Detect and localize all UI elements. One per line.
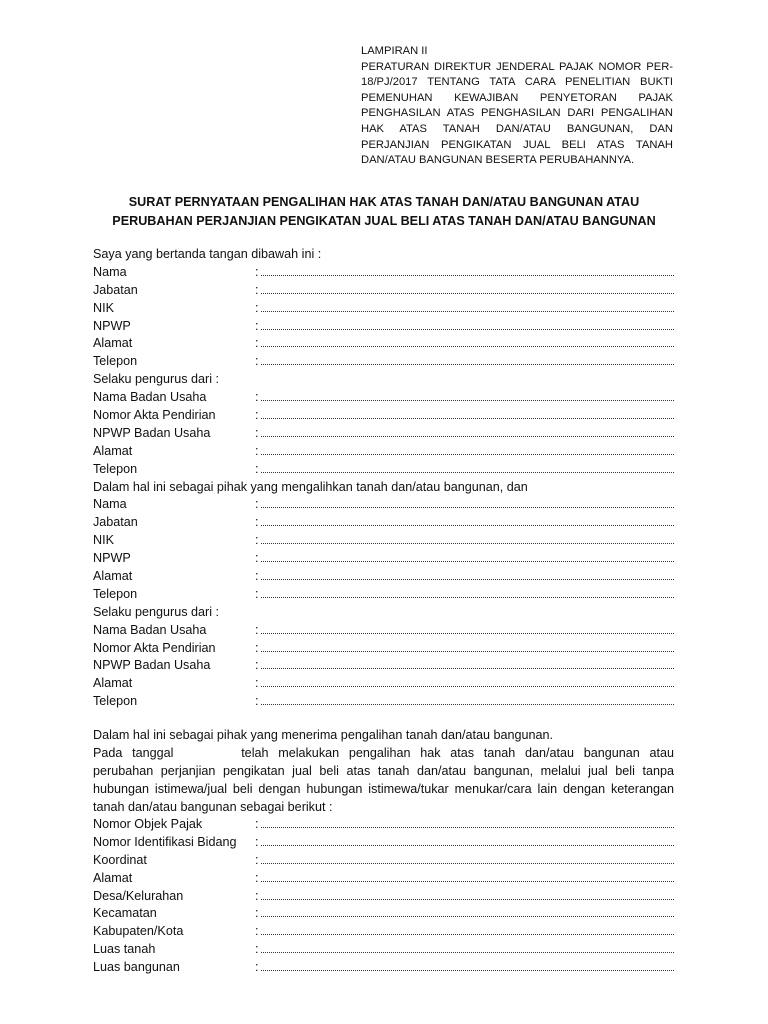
fill-in-blank[interactable] — [261, 418, 674, 419]
fill-in-blank[interactable] — [261, 543, 674, 544]
pengurus-label: Selaku pengurus dari : — [93, 372, 220, 387]
field-colon: : — [255, 658, 259, 673]
fill-in-blank[interactable] — [261, 311, 674, 312]
field-label: Nama Badan Usaha — [93, 622, 207, 637]
field-colon: : — [255, 852, 259, 867]
fill-in-blank[interactable] — [261, 899, 674, 900]
fill-in-blank[interactable] — [261, 472, 674, 473]
form-row — [93, 514, 674, 532]
field-colon: : — [255, 676, 259, 691]
fill-in-blank[interactable] — [261, 436, 674, 437]
fill-in-blank[interactable] — [261, 454, 674, 455]
field-label: Telepon — [93, 586, 138, 601]
field-label: Nomor Identifikasi Bidang — [93, 834, 237, 849]
form-row — [93, 282, 674, 300]
field-label: Telepon — [93, 461, 138, 476]
field-label: Alamat — [93, 676, 133, 691]
form-row — [93, 496, 674, 514]
field-label: Nomor Akta Pendirian — [93, 408, 216, 423]
document-title-line-1: SURAT PERNYATAAN PENGALIHAN HAK ATAS TANAH DAN/ATAU BANGUNAN ATAU — [128, 195, 640, 209]
field-colon: : — [255, 300, 259, 315]
fill-in-blank[interactable] — [261, 525, 674, 526]
form-row — [93, 318, 674, 336]
fill-in-blank[interactable] — [261, 507, 674, 508]
form-row — [93, 816, 674, 834]
fill-in-blank[interactable] — [261, 881, 674, 882]
form-row — [93, 389, 674, 407]
fill-in-blank[interactable] — [261, 668, 674, 669]
field-label: Luas tanah — [93, 942, 156, 957]
document-title-line-2: PERUBAHAN PERJANJIAN PENGIKATAN JUAL BELI ATAS TANAH DAN/ATAU BANGUNAN — [112, 213, 656, 228]
fill-in-blank[interactable] — [261, 275, 674, 276]
field-colon: : — [255, 586, 259, 601]
field-label: Nomor Akta Pendirian — [93, 640, 216, 655]
receiver-line: Dalam hal ini sebagai pihak yang menerima pengalihan tanah dan/atau bangunan. — [93, 728, 554, 742]
fill-in-blank[interactable] — [261, 952, 674, 953]
field-colon: : — [255, 694, 259, 709]
fill-in-blank[interactable] — [261, 827, 674, 828]
field-colon: : — [255, 569, 259, 584]
fill-in-blank[interactable] — [261, 561, 674, 562]
field-colon: : — [255, 924, 259, 939]
fill-in-blank[interactable] — [261, 400, 674, 401]
field-label: Jabatan — [93, 515, 138, 530]
form-row — [93, 586, 674, 604]
fill-in-blank[interactable] — [261, 293, 674, 294]
field-colon: : — [255, 906, 259, 921]
form-row — [93, 959, 674, 977]
field-colon: : — [255, 318, 259, 333]
field-label: Luas bangunan — [93, 960, 180, 975]
form-row — [93, 425, 674, 443]
form-row — [93, 852, 674, 870]
attachment-heading: LAMPIRAN II — [361, 45, 428, 57]
form-row — [93, 888, 674, 906]
fill-in-blank[interactable] — [261, 346, 674, 347]
fill-in-blank[interactable] — [261, 597, 674, 598]
field-label: Nama Badan Usaha — [93, 390, 207, 405]
field-label: Alamat — [93, 443, 133, 458]
form-row — [93, 622, 674, 640]
section-declarant — [93, 246, 674, 711]
field-colon: : — [255, 354, 259, 369]
field-colon: : — [255, 497, 259, 512]
form-row — [93, 941, 674, 959]
field-label: Telepon — [93, 694, 138, 709]
form-row — [93, 407, 674, 425]
fill-in-blank[interactable] — [261, 364, 674, 365]
field-label: Desa/Kelurahan — [93, 888, 184, 903]
fill-in-blank[interactable] — [261, 704, 674, 705]
form-row — [93, 657, 674, 675]
fill-in-blank[interactable] — [261, 329, 674, 330]
field-colon: : — [255, 960, 259, 975]
fill-in-blank[interactable] — [261, 934, 674, 935]
form-row — [93, 443, 674, 461]
transfer-statement — [93, 726, 674, 816]
field-label: NIK — [93, 533, 114, 548]
field-colon: : — [255, 515, 259, 530]
pengurus-label: Selaku pengurus dari : — [93, 604, 220, 619]
attachment-header — [361, 44, 673, 169]
document-title — [60, 193, 708, 230]
form-row — [93, 923, 674, 941]
attachment-regulation-text: PERATURAN DIREKTUR JENDERAL PAJAK NOMOR PER-18/PJ/2017 TENTANG TATA CARA PENELITIAN BUKTI PEMENUHAN KEWAJIBAN PENYETORAN PAJAK PENGHASILAN ATAS PENGHASILAN DARI PENGALIHAN HAK ATAS TANAH DAN/ATAU BANGUNAN, DAN PERJANJIAN PENGIKATAN JUAL BELI ATAS TANAH DAN/ATAU BANGUNAN BESERTA PERUBAHANNYA. — [361, 60, 673, 167]
fill-in-blank[interactable] — [261, 686, 674, 687]
form-row — [93, 353, 674, 371]
form-row — [93, 834, 674, 852]
property-details — [93, 816, 674, 977]
form-row — [93, 640, 674, 658]
field-label: Koordinat — [93, 852, 147, 867]
section-intro: Saya yang bertanda tangan dibawah ini : — [93, 247, 322, 261]
field-colon: : — [255, 551, 259, 566]
field-colon: : — [255, 533, 259, 548]
field-colon: : — [255, 425, 259, 440]
field-colon: : — [255, 461, 259, 476]
field-colon: : — [255, 622, 259, 637]
field-colon: : — [255, 336, 259, 351]
field-colon: : — [255, 817, 259, 831]
field-label: Alamat — [93, 870, 133, 885]
field-colon: : — [255, 942, 259, 957]
field-label: NPWP — [93, 318, 131, 333]
field-label: NPWP Badan Usaha — [93, 658, 211, 673]
fill-in-blank[interactable] — [261, 916, 674, 917]
field-label: Nama — [93, 497, 127, 512]
section-intro: Dalam hal ini sebagai pihak yang mengalihkan tanah dan/atau bangunan, dan — [93, 479, 528, 494]
form-row — [93, 264, 674, 282]
form-row — [93, 461, 674, 479]
field-label: Alamat — [93, 336, 133, 351]
field-colon: : — [255, 443, 259, 458]
fill-in-blank[interactable] — [261, 863, 674, 864]
field-label: NIK — [93, 300, 114, 315]
form-row — [93, 532, 674, 550]
field-label: Nomor Objek Pajak — [93, 817, 203, 831]
field-colon: : — [255, 640, 259, 655]
form-row — [93, 550, 674, 568]
form-row — [93, 870, 674, 888]
field-colon: : — [255, 408, 259, 423]
field-colon: : — [255, 282, 259, 297]
transfer-text: telah melakukan pengalihan hak atas tanah dan/atau bangunan atau perubahan perjanjian pengikatan jual beli atas tanah dan/atau bangunan, melalui jual beli tanpa hubungan istimewa/jual beli dengan hubungan istimewa/tukar menukar/cara lain dengan keterangan tanah dan/atau bangunan sebagai berikut : — [93, 746, 674, 814]
field-colon: : — [255, 870, 259, 885]
field-colon: : — [255, 390, 259, 405]
field-label: Kabupaten/Kota — [93, 924, 184, 939]
fill-in-blank[interactable] — [261, 579, 674, 580]
fill-in-blank[interactable] — [261, 970, 674, 971]
field-label: Kecamatan — [93, 906, 157, 921]
field-colon: : — [255, 834, 259, 849]
form-row — [93, 335, 674, 353]
form-row — [93, 300, 674, 318]
field-label: Jabatan — [93, 282, 138, 297]
fill-in-blank[interactable] — [261, 845, 674, 846]
fill-in-blank[interactable] — [261, 633, 674, 634]
field-label: NPWP Badan Usaha — [93, 425, 211, 440]
transfer-paragraph — [93, 744, 674, 816]
field-label: Nama — [93, 264, 127, 279]
fill-in-blank[interactable] — [261, 651, 674, 652]
form-row — [93, 568, 674, 586]
field-colon: : — [255, 264, 259, 279]
field-label: Alamat — [93, 569, 133, 584]
field-label: NPWP — [93, 551, 131, 566]
date-label: Pada tanggal — [93, 746, 174, 760]
field-colon: : — [255, 888, 259, 903]
field-label: Telepon — [93, 354, 138, 369]
form-row — [93, 905, 674, 923]
form-row — [93, 675, 674, 693]
form-row — [93, 693, 674, 711]
